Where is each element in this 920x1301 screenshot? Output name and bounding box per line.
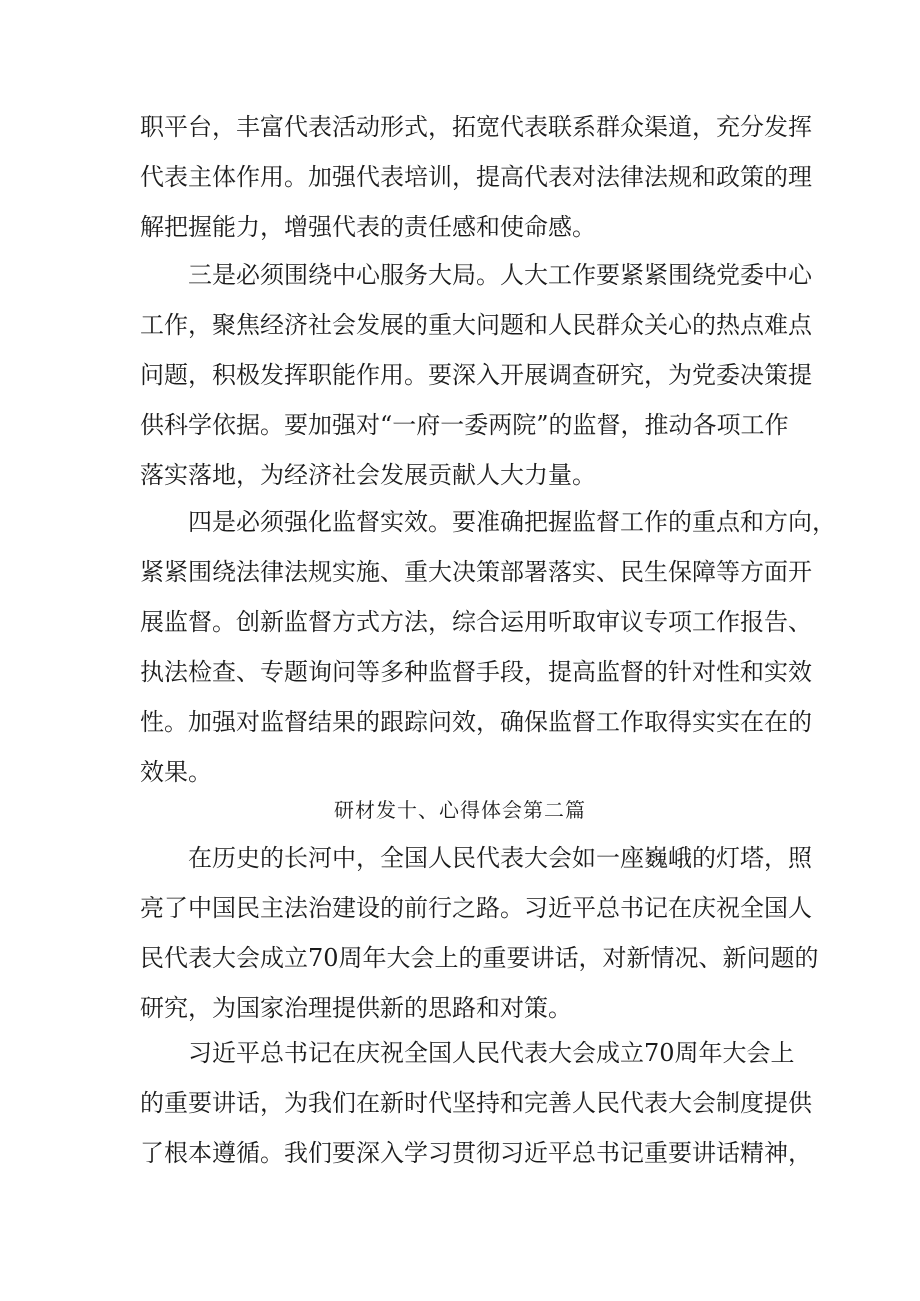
paragraph-line: 工作，聚焦经济社会发展的重大问题和人民群众关心的热点难点 <box>140 311 812 339</box>
paragraph-line: 解把握能力，增强代表的责任感和使命感。 <box>140 213 596 241</box>
paragraph-line: 习近平总书记在庆祝全国人民代表大会成立70周年大会上 <box>188 1039 795 1067</box>
paragraph-line: 紧紧围绕法律法规实施、重大决策部署落实、民生保障等方面开 <box>140 558 812 586</box>
paragraph-line: 四是必须强化监督实效。要准确把握监督工作的重点和方向， <box>188 508 836 536</box>
paragraph-line: 职平台，丰富代表活动形式，拓宽代表联系群众渠道，充分发挥 <box>140 113 812 141</box>
paragraph-line: 亮了中国民主法治建设的前行之路。习近平总书记在庆祝全国人 <box>140 894 812 922</box>
paragraph-line: 的重要讲话，为我们在新时代坚持和完善人民代表大会制度提供 <box>140 1089 812 1117</box>
paragraph-line: 展监督。创新监督方式方法，综合运用听取审议专项工作报告、 <box>140 608 812 636</box>
paragraph-line: 性。加强对监督结果的跟踪问效，确保监督工作取得实实在在的 <box>140 708 812 736</box>
paragraph-line: 执法检查、专题询问等多种监督手段，提高监督的针对性和实效 <box>140 658 812 686</box>
paragraph-line: 问题，积极发挥职能作用。要深入开展调查研究，为党委决策提 <box>140 361 812 389</box>
paragraph-line: 三是必须围绕中心服务大局。人大工作要紧紧围绕党委中心 <box>188 261 812 289</box>
paragraph-line: 效果。 <box>140 758 212 786</box>
paragraph-line: 代表主体作用。加强代表培训，提高代表对法律法规和政策的理 <box>140 163 812 191</box>
section-heading: 研材发十、心得体会第二篇 <box>334 798 586 822</box>
paragraph-line: 落实落地，为经济社会发展贡献人大力量。 <box>140 461 596 489</box>
paragraph-line: 供科学依据。要加强对“一府一委两院”的监督，推动各项工作 <box>140 411 789 439</box>
paragraph-line: 研究，为国家治理提供新的思路和对策。 <box>140 994 572 1022</box>
paragraph-line: 在历史的长河中，全国人民代表大会如一座巍峨的灯塔，照 <box>188 844 812 872</box>
paragraph-line: 了根本遵循。我们要深入学习贯彻习近平总书记重要讲话精神， <box>140 1139 812 1167</box>
paragraph-line: 民代表大会成立70周年大会上的重要讲话，对新情况、新问题的 <box>140 944 819 972</box>
